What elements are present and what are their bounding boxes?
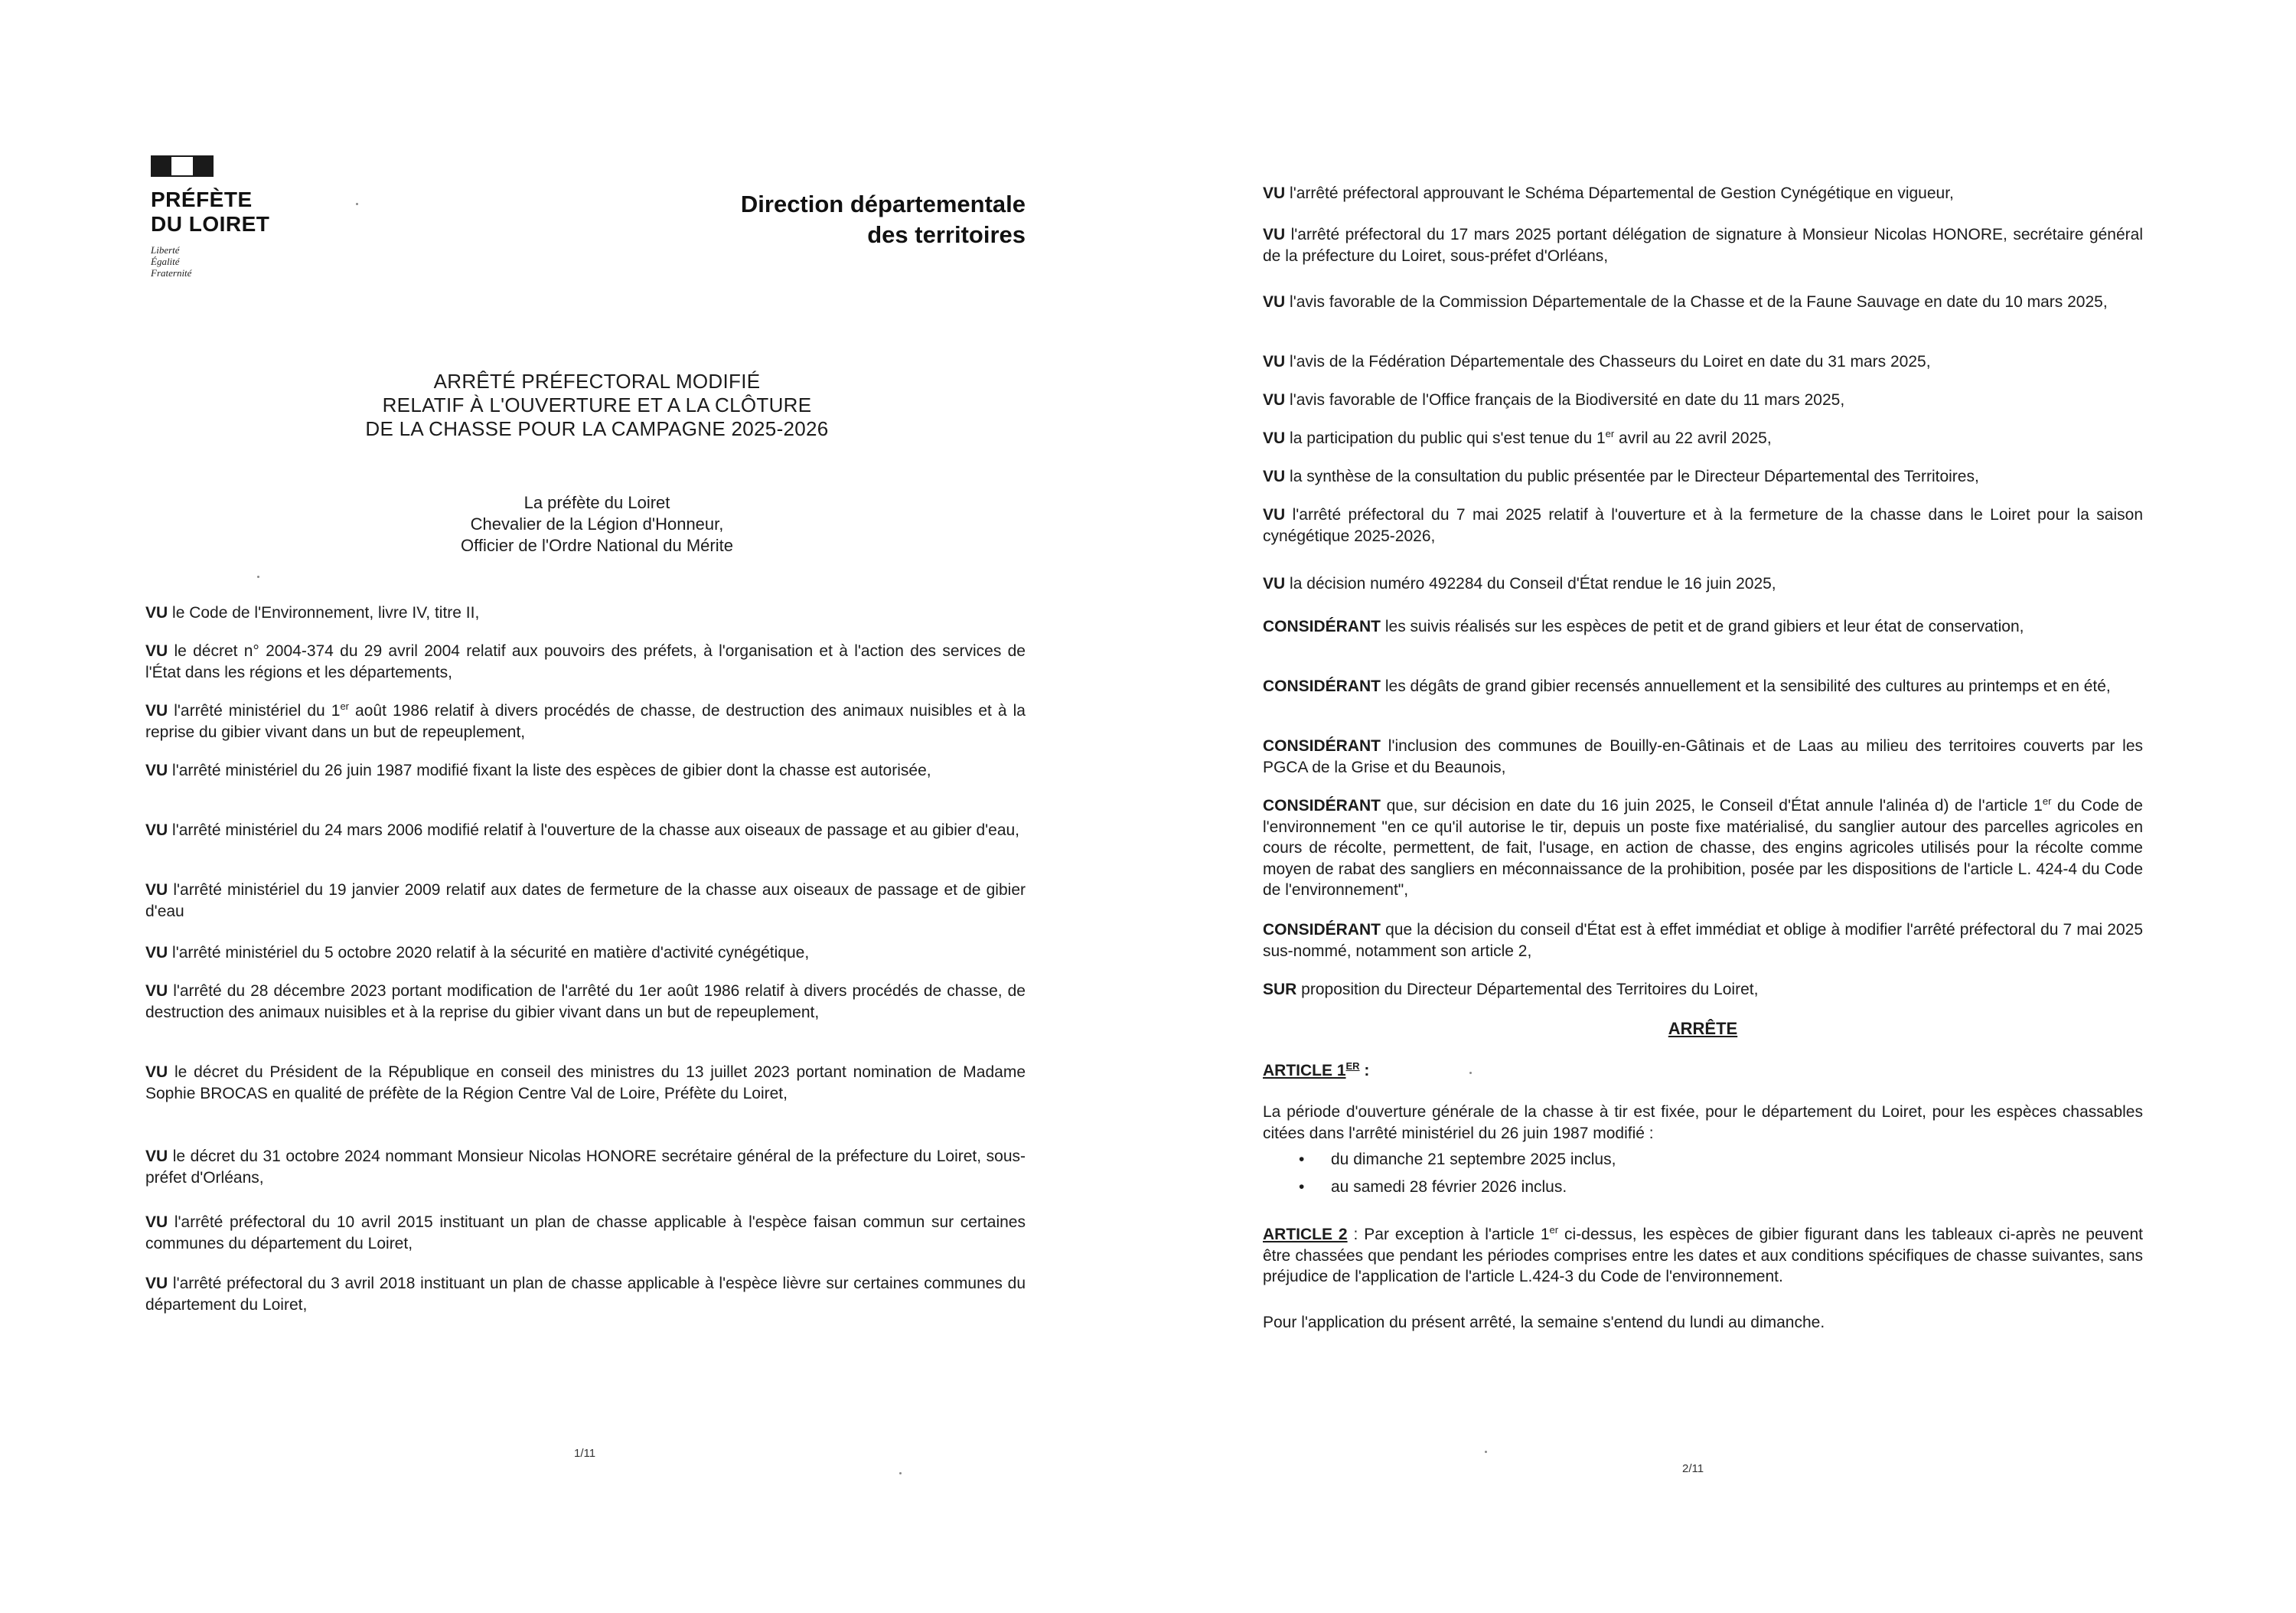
title-line1: ARRÊTÉ PRÉFECTORAL MODIFIÉ — [433, 370, 761, 393]
vu-paragraph: VU l'arrêté ministériel du 5 octobre 2020 relatif à la sécurité en matière d'activité cynégétique, — [145, 944, 810, 962]
scan-speck — [1469, 1072, 1472, 1074]
direction-heading — [741, 189, 1026, 250]
considerant-paragraph: CONSIDÉRANT que, sur décision en date du 16 juin 2025, le Conseil d'État annule l'alinéa d) de l'article 1er du Code de l'environnement "en ce qu'il autorise le tir, depuis un poste fixe matérialisé, du sanglier autour des parcelles agricoles en cours de récolte, permettent, de fait, l'usage, en action de chasse, des engins agricoles utilisés pour la récolte comme moyen de rabat des sangliers en méconnaissance de la prohibition, posée par les dispositions de l'article L. 424-4 du Code de l'environnement", — [1263, 795, 2143, 899]
page-number: 1/11 — [574, 1447, 596, 1460]
vu-paragraph: VU l'arrêté préfectoral approuvant le Schéma Départemental de Gestion Cynégétique en vigueur, — [1263, 184, 1954, 202]
vu-paragraph: VU la décision numéro 492284 du Conseil d'État rendue le 16 juin 2025, — [1263, 575, 1776, 593]
vu-paragraph: VU la synthèse de la consultation du public présentée par le Directeur Départemental des Territoires, — [1263, 468, 1979, 485]
prefecture-name-line2: DU LOIRET — [151, 212, 270, 236]
article2-week-note: Pour l'application du présent arrêté, la semaine s'entend du lundi au dimanche. — [1263, 1314, 1825, 1331]
prefecture-name-line1: PRÉFÈTE — [151, 188, 253, 211]
page-number: 2/11 — [1682, 1462, 1704, 1475]
vu-paragraph: VU l'avis de la Fédération Départementale des Chasseurs du Loiret en date du 31 mars 2025, — [1263, 353, 1931, 371]
vu-paragraph: VU l'avis favorable de l'Office français de la Biodiversité en date du 11 mars 2025, — [1263, 391, 1845, 409]
considerant-paragraph: CONSIDÉRANT les suivis réalisés sur les espèces de petit et de grand gibiers et leur état de conservation, — [1263, 618, 2024, 635]
motto-egalite: Égalité — [151, 256, 180, 267]
motto-liberte: Liberté — [151, 244, 180, 256]
signatory-line2: Chevalier de la Légion d'Honneur, — [470, 514, 724, 534]
vu-paragraph: VU le décret n° 2004-374 du 29 avril 2004 relatif aux pouvoirs des préfets, à l'organisation et à l'action des services de l'État dans les régions et les départements, — [145, 642, 1026, 681]
vu-paragraph: VU le décret du 31 octobre 2024 nommant Monsieur Nicolas HONORE secrétaire général de la préfecture du Loiret, sous-préfet d'Orléans, — [145, 1148, 1026, 1187]
article1-text: La période d'ouverture générale de la chasse à tir est fixée, pour le département du Loiret, pour les espèces chassables citées dans l'arrêté ministériel du 26 juin 1987 modifié : — [1263, 1103, 2143, 1142]
article2-text: ARTICLE 2 : Par exception à l'article 1er ci-dessus, les espèces de gibier figurant dans les tableaux ci-après ne peuvent être chassées que pendant les périodes comprises entre les dates et aux conditions spécifiques de chasse suivantes, sans préjudice de l'application de l'article L.424-3 du Code de l'environnement. — [1263, 1224, 2143, 1285]
signatory-line1: La préfète du Loiret — [523, 493, 670, 512]
republic-motto — [151, 244, 269, 279]
vu-paragraph: VU l'arrêté du 28 décembre 2023 portant modification de l'arrêté du 1er août 1986 relatif à divers procédés de chasse, de destruction des animaux nuisibles et à la reprise du gibier vivant dans un but de repeuplement, — [145, 982, 1026, 1021]
title-line3: DE LA CHASSE POUR LA CAMPAGNE 2025-2026 — [365, 417, 829, 440]
bullet-icon: • — [1299, 1178, 1305, 1196]
scan-speck — [257, 576, 259, 578]
signatory-line3: Officier de l'Ordre National du Mérite — [461, 536, 733, 555]
signatory-block — [153, 492, 1041, 557]
tricolor-flag-icon — [151, 155, 214, 177]
vu-paragraph: VU l'arrêté préfectoral du 3 avril 2018 instituant un plan de chasse applicable à l'espèce lièvre sur certaines communes du département du Loiret, — [145, 1275, 1026, 1314]
vu-paragraph: VU l'avis favorable de la Commission Départementale de la Chasse et de la Faune Sauvage en date du 10 mars 2025, — [1263, 293, 2108, 311]
direction-line1: Direction départementale — [740, 191, 1026, 217]
vu-paragraph: VU l'arrêté préfectoral du 7 mai 2025 relatif à l'ouverture et à la fermeture de la chasse dans le Loiret pour la saison cynégétique 2025-2026, — [1263, 506, 2143, 545]
vu-paragraph: VU la participation du public qui s'est tenue du 1er avril au 22 avril 2025, — [1263, 428, 1772, 447]
considerant-paragraph: CONSIDÉRANT l'inclusion des communes de Bouilly-en-Gâtinais et de Laas au milieu des territoires couverts par les PGCA de la Grise et du Beaunois, — [1263, 737, 2143, 776]
scan-speck — [899, 1472, 902, 1474]
vu-paragraph: VU le décret du Président de la République en conseil des ministres du 13 juillet 2023 portant nomination de Madame Sophie BROCAS en qualité de préfète de la Région Centre Val de Loire, Préfète du Loiret, — [145, 1063, 1026, 1102]
vu-paragraph: VU l'arrêté ministériel du 26 juin 1987 modifié fixant la liste des espèces de gibier dont la chasse est autorisée, — [145, 762, 931, 779]
scan-speck — [356, 203, 358, 205]
vu-paragraph: VU le Code de l'Environnement, livre IV, titre II, — [145, 604, 480, 622]
marianne-logo-block — [151, 155, 269, 279]
considerant-paragraph: CONSIDÉRANT les dégâts de grand gibier recensés annuellement et la sensibilité des cultures au printemps et en été, — [1263, 678, 2111, 695]
vu-paragraph: VU l'arrêté ministériel du 24 mars 2006 modifié relatif à l'ouverture de la chasse aux oiseaux de passage et au gibier d'eau, — [145, 821, 1020, 839]
list-item: • du dimanche 21 septembre 2025 inclus, — [1299, 1151, 1616, 1168]
document-title — [153, 370, 1041, 441]
considerant-paragraph: CONSIDÉRANT que la décision du conseil d'État est à effet immédiat et oblige à modifier l'arrêté préfectoral du 7 mai 2025 sus-nommé, notamment son article 2, — [1263, 921, 2143, 960]
vu-paragraph: VU l'arrêté ministériel du 19 janvier 2009 relatif aux dates de fermeture de la chasse aux oiseaux de passage et de gibier d'eau — [145, 881, 1026, 920]
direction-line2: des territoires — [867, 221, 1026, 248]
bullet-icon: • — [1299, 1151, 1305, 1168]
list-item: • au samedi 28 février 2026 inclus. — [1299, 1178, 1567, 1196]
vu-paragraph: VU l'arrêté ministériel du 1er août 1986 relatif à divers procédés de chasse, de destruction des animaux nuisibles et à la reprise du gibier vivant dans un but de repeuplement, — [145, 700, 1026, 741]
motto-fraternite: Fraternité — [151, 267, 192, 279]
arrete-heading: ARRÊTE — [1668, 1019, 1738, 1038]
page-right — [1148, 0, 2296, 1613]
sur-paragraph: SUR proposition du Directeur Départemental des Territoires du Loiret, — [1263, 981, 1759, 998]
vu-paragraph: VU l'arrêté préfectoral du 17 mars 2025 portant délégation de signature à Monsieur Nicolas HONORE, secrétaire général de la préfecture du Loiret, sous-préfet d'Orléans, — [1263, 226, 2143, 265]
vu-paragraph: VU l'arrêté préfectoral du 10 avril 2015 instituant un plan de chasse applicable à l'espèce faisan commun sur certaines communes du département du Loiret, — [145, 1213, 1026, 1252]
title-line2: RELATIF À L'OUVERTURE ET A LA CLÔTURE — [382, 393, 812, 416]
scan-speck — [1485, 1451, 1487, 1453]
article1-heading: ARTICLE 1ER : — [1263, 1060, 1370, 1079]
